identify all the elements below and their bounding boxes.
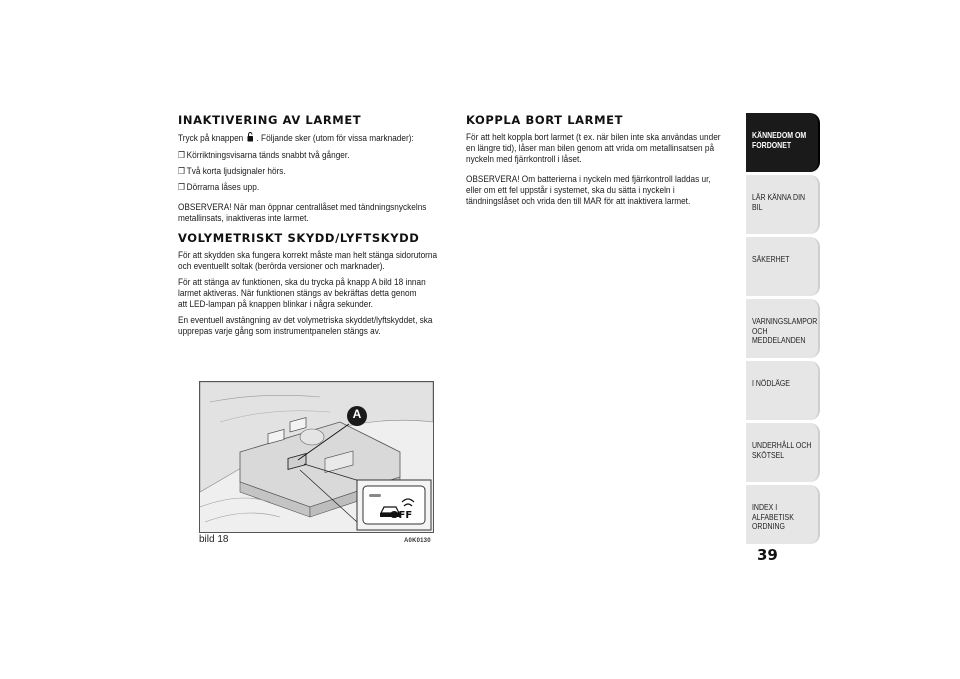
- right-column: [466, 113, 738, 212]
- tab-label: INDEX I ALFABETISK: [752, 502, 794, 522]
- chapter-sidebar: [746, 113, 820, 547]
- tab-get-to-know-your-car[interactable]: [746, 175, 820, 234]
- section-heading-disconnect-alarm: KOPPLA BORT LARMET: [466, 113, 624, 127]
- volumetric-protection-section: [178, 231, 458, 337]
- tab-label: UNDERHÅLL OCH: [752, 440, 812, 450]
- tab-emergency[interactable]: [746, 361, 820, 420]
- tab-vehicle-knowledge[interactable]: [746, 113, 820, 172]
- unlock-icon: [246, 132, 253, 145]
- tab-warning-lights[interactable]: [746, 299, 820, 358]
- page-number: 39: [757, 546, 778, 564]
- list-item: ❒ Två korta ljudsignaler hörs.: [178, 166, 286, 177]
- section-heading-deactivate-alarm: INAKTIVERING AV LARMET: [178, 113, 362, 127]
- intro-text: [178, 132, 457, 145]
- list-item: ❒ Dörrarna låses upp.: [178, 182, 260, 193]
- tab-label: OCH MEDDELANDEN: [752, 325, 806, 345]
- tab-label: FORDONET: [752, 139, 792, 150]
- checkbox-bullet-icon: ❒: [178, 182, 185, 192]
- intro-before: Tryck på knappen: [178, 133, 244, 144]
- tab-maintenance[interactable]: [746, 423, 820, 482]
- tab-label: SÄKERHET: [752, 254, 790, 264]
- paragraph: OBSERVERA! Om batterierna i nyckeln med fjärrkontroll laddas ur, eller om ett fel uppstår i systemet, ska du sätta i nyckeln i tändningslåset och vrida den till MAR för att inaktivera larmet.: [466, 174, 711, 207]
- tab-label: I NÖDLÄGE: [752, 378, 790, 388]
- list-item: ❒ Körriktningsvisarna tänds snabbt två gånger.: [178, 150, 350, 161]
- figure-caption: bild 18: [199, 534, 229, 545]
- tab-label: VARNINGSLAMPOR: [752, 316, 818, 326]
- paragraph: För att stänga av funktionen, ska du trycka på knapp A bild 18 innan larmet aktiveras. När funktionen stängs av bekräftas detta genom att LED-lampan på knappen blinkar i några sekunder.: [178, 277, 426, 310]
- section-heading-volumetric-protection: VOLYMETRISKT SKYDD/LYFTSKYDD: [178, 231, 420, 245]
- paragraph: För att helt koppla bort larmet (t ex. när bilen inte ska användas under en längre tid), låser man bilen genom att vrida om metallinsatsen på nyckeln med fjärrkontroll i låset.: [466, 132, 721, 165]
- left-column: [178, 113, 458, 342]
- tab-label: SKÖTSEL: [752, 449, 785, 460]
- figure-roof-console-illustration: [199, 381, 434, 533]
- tab-safety[interactable]: [746, 237, 820, 296]
- checkbox-bullet-icon: ❒: [178, 150, 185, 160]
- tab-label: ORDNING: [752, 521, 785, 531]
- figure-code: A0K0130: [404, 538, 431, 544]
- callout-letter: A: [352, 407, 362, 421]
- paragraph: En eventuell avstängning av det volymetriska skyddet/lyftskyddet, ska upprepas varje gång som instrumentpanelen stängs av.: [178, 315, 433, 337]
- tab-label: KÄNNEDOM OM: [752, 130, 807, 140]
- tab-alphabetical-index[interactable]: [746, 485, 820, 544]
- checkbox-bullet-icon: ❒: [178, 166, 185, 176]
- off-label: OFF: [390, 510, 413, 521]
- paragraph: För att skydden ska fungera korrekt måste man helt stänga sidorutorna och eventuellt soltak (berörda versioner och marknader).: [178, 250, 438, 272]
- note-paragraph: OBSERVERA! När man öppnar centrallåset med tändningsnyckelns metallinsats, inaktiveras inte larmet.: [178, 202, 427, 224]
- tab-label: LÄR KÄNNA DIN BIL: [752, 192, 806, 212]
- intro-after: . Följande sker (utom för vissa marknader):: [256, 133, 414, 144]
